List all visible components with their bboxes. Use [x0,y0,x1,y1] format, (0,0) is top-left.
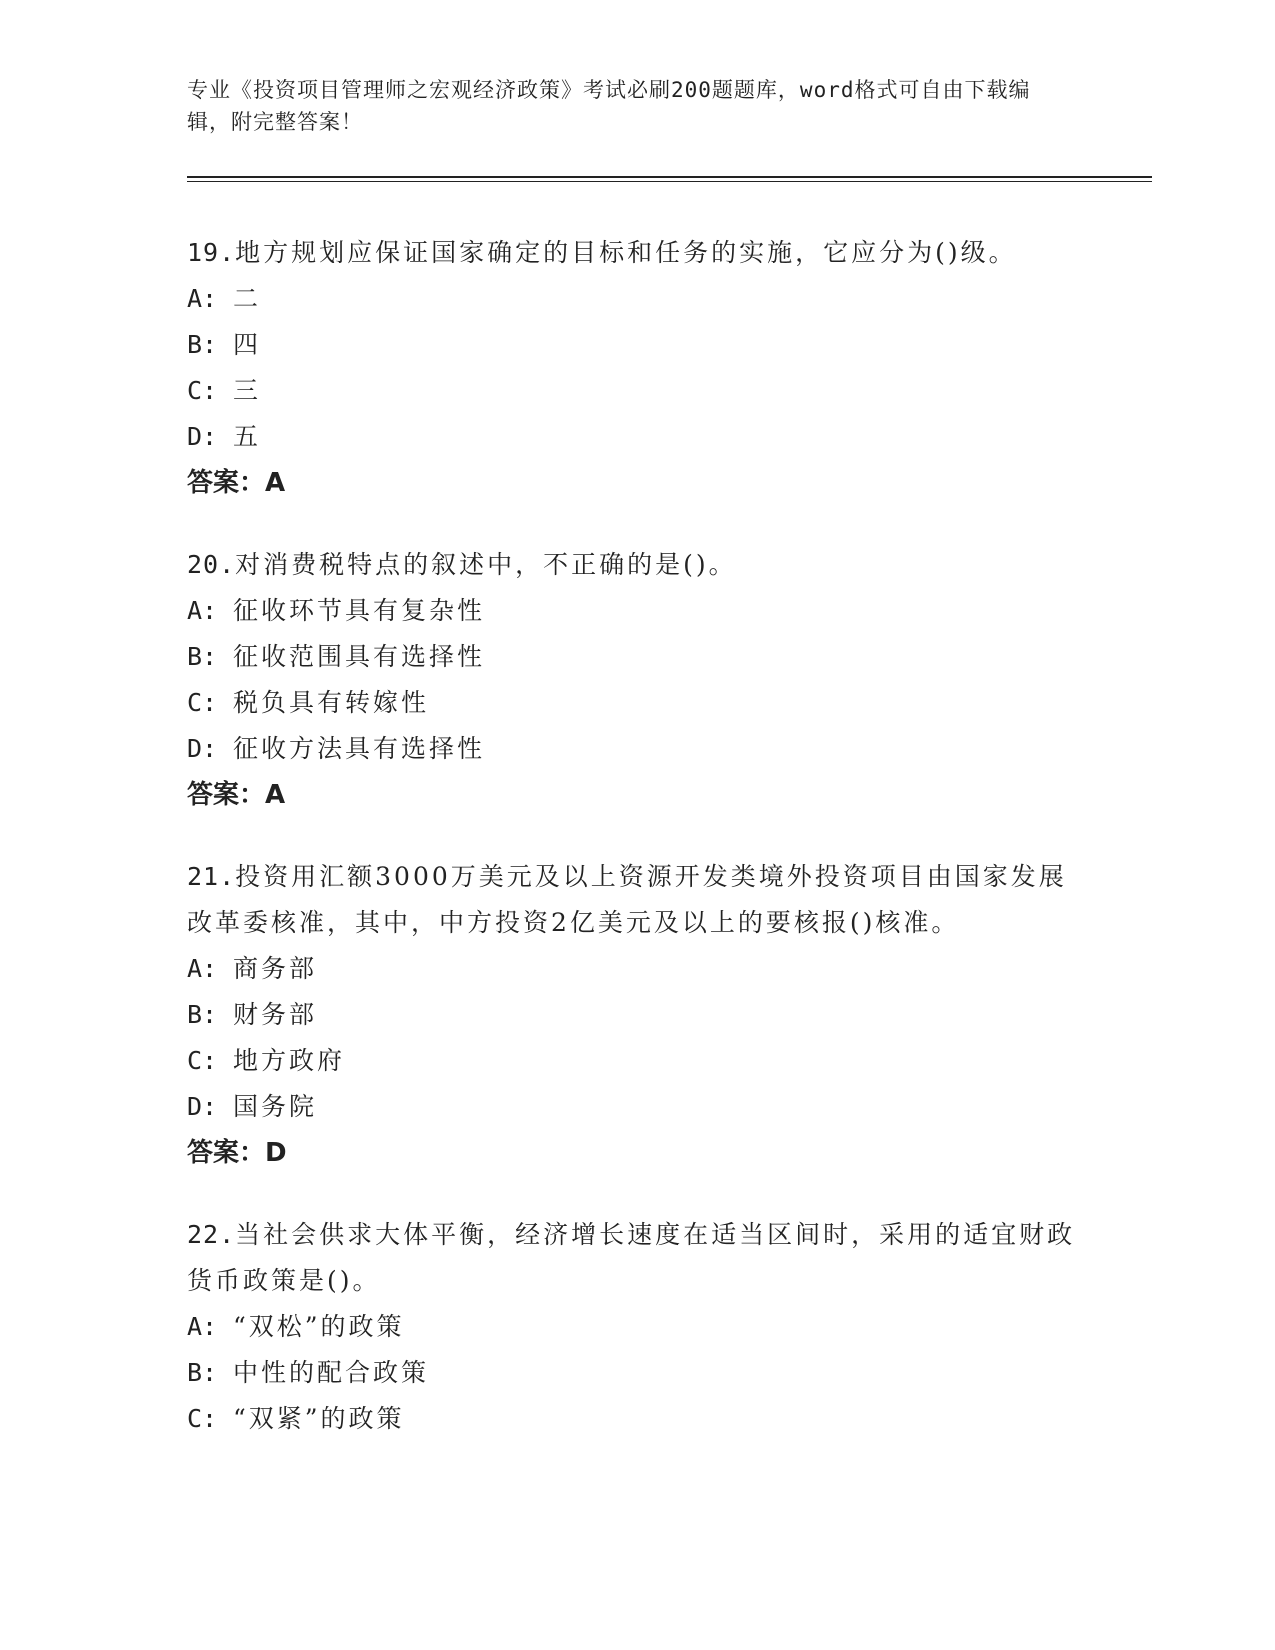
option-letter: C: [187,1404,218,1433]
question-number: 22. [187,1220,236,1249]
option-letter: C: [187,688,218,717]
question-number: 19. [187,238,236,267]
option-text: 五 [233,422,262,451]
option-letter: A: [187,596,218,625]
question-text [187,542,1087,588]
question-body: 地方规划应保证国家确定的目标和任务的实施，它应分为()级。 [235,238,1017,267]
option-text: 征收范围具有选择性 [233,642,486,671]
option-c [187,368,1087,414]
option-text: 地方政府 [233,1046,346,1075]
question-text [187,1212,1087,1304]
question-body: 对消费税特点的叙述中，不正确的是()。 [235,550,737,579]
option-c [187,1038,1087,1084]
option-letter: B: [187,330,218,359]
option-b [187,634,1087,680]
option-d [187,1084,1087,1130]
option-a [187,588,1087,634]
question-list [187,230,1087,1478]
option-a [187,946,1087,992]
option-text: 中性的配合政策 [233,1358,430,1387]
question-body: 投资用汇额3000万美元及以上资源开发类境外投资项目由国家发展改革委核准，其中，中方投资2亿美元及以上的要核报()核准。 [187,862,1067,937]
option-letter: C: [187,1046,218,1075]
option-letter: B: [187,642,218,671]
question-20 [187,542,1087,818]
option-letter: A: [187,954,218,983]
option-letter: A: [187,1312,218,1341]
header-divider [187,176,1152,178]
option-text: “双紧”的政策 [233,1404,405,1433]
option-a [187,1304,1087,1350]
question-21 [187,854,1087,1176]
answer: 答案：A [187,468,286,498]
option-text: 征收方法具有选择性 [233,734,486,763]
option-letter: D: [187,1092,218,1121]
option-d [187,726,1087,772]
option-letter: A: [187,284,218,313]
question-body: 当社会供求大体平衡，经济增长速度在适当区间时，采用的适宜财政货币政策是()。 [187,1220,1076,1295]
question-19 [187,230,1087,506]
option-b [187,1350,1087,1396]
option-a [187,276,1087,322]
header-divider-thin [187,181,1152,182]
option-b [187,992,1087,1038]
question-text [187,854,1087,946]
option-text: 税负具有转嫁性 [233,688,430,717]
option-text: 财务部 [233,1000,318,1029]
document-header: 专业《投资项目管理师之宏观经济政策》考试必刷200题题库，word格式可自由下载编辑，附完整答案！ [187,78,1031,134]
question-number: 20. [187,550,236,579]
option-text: 国务院 [233,1092,318,1121]
option-letter: B: [187,1000,218,1029]
option-text: 四 [233,330,262,359]
question-number: 21. [187,862,236,891]
option-text: 三 [233,376,262,405]
option-c [187,1396,1087,1442]
answer: 答案：D [187,1138,287,1168]
option-d [187,414,1087,460]
question-22 [187,1212,1087,1442]
option-text: “双松”的政策 [233,1312,405,1341]
option-letter: D: [187,422,218,451]
option-c [187,680,1087,726]
option-letter: B: [187,1358,218,1387]
option-letter: C: [187,376,218,405]
answer: 答案：A [187,780,286,810]
option-b [187,322,1087,368]
option-text: 征收环节具有复杂性 [233,596,486,625]
option-letter: D: [187,734,218,763]
option-text: 商务部 [233,954,318,983]
option-text: 二 [233,284,262,313]
question-text [187,230,1087,276]
